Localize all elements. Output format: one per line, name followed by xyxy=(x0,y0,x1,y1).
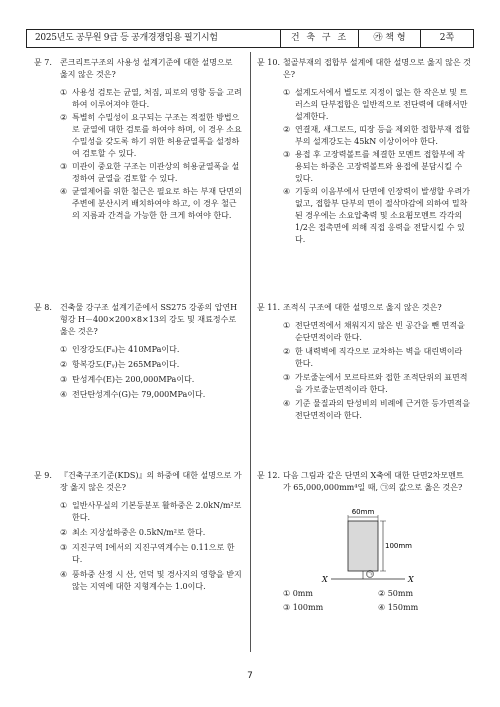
option-4[interactable] xyxy=(283,398,471,422)
question-stem: 『건축구조기준(KDS)』의 하중에 대한 설명으로 가장 옳지 않은 것은? xyxy=(60,471,242,492)
option-1[interactable] xyxy=(283,587,378,601)
option-1[interactable] xyxy=(60,344,242,356)
question-12 xyxy=(257,470,471,494)
option-text: 용접 후 고장력볼트를 체결한 모멘트 접합부에 작용되는 하중은 고장력볼트와 용접에 분담시킬 수 있다. xyxy=(295,150,465,183)
option-mark: ③ xyxy=(60,543,68,552)
page-number: 7 xyxy=(247,671,253,681)
option-mark: ③ xyxy=(60,375,68,384)
option-4[interactable] xyxy=(378,601,473,615)
option-3[interactable] xyxy=(283,149,471,185)
option-2[interactable] xyxy=(60,527,242,539)
width-dimension-label: 60mm xyxy=(351,508,375,516)
option-mark: ① xyxy=(60,345,68,354)
option-2[interactable] xyxy=(60,359,242,371)
option-text: 지진구역 Ⅰ에서의 지진구역계수는 0.11으로 한다. xyxy=(72,543,235,564)
option-text: 균열제어를 위한 철근은 필요로 하는 부재 단면의 주변에 분산시켜 배치하여야 하고, 이 경우 철근의 지름과 간격을 가능한 한 크게 하여야 한다. xyxy=(72,187,242,220)
option-mark: ④ xyxy=(60,570,68,579)
option-2[interactable] xyxy=(283,346,471,370)
option-text: 전단면적에서 채워지지 않은 빈 공간을 뺀 면적을 순단면적이라 한다. xyxy=(295,321,465,342)
rectangular-section xyxy=(348,521,378,571)
question-11 xyxy=(257,302,471,424)
option-1[interactable] xyxy=(283,320,471,344)
option-text: 가로줄눈에서 모르타르와 접한 조적단위의 표면적을 가로줄눈면적이라 한다. xyxy=(295,373,468,394)
option-3[interactable] xyxy=(283,372,471,396)
option-mark: ④ xyxy=(60,390,68,399)
option-text: 풍하중 산정 시 산, 언덕 및 경사지의 영향을 받지 않는 지역에 대한 지형계수는 1.0이다. xyxy=(72,570,242,591)
option-text: 인장강도(Fᵤ)는 410MPa이다. xyxy=(72,345,180,354)
question-number: 문 10. xyxy=(257,58,280,67)
unknown-marker-label: ㉠ xyxy=(366,571,374,579)
option-mark: ② xyxy=(60,113,68,122)
option-4[interactable] xyxy=(60,186,242,222)
option-4[interactable] xyxy=(60,389,242,401)
option-mark: ① xyxy=(60,501,68,510)
option-mark: ④ xyxy=(283,187,291,196)
page-label: 2쪽 xyxy=(439,33,455,43)
subject-label: 건 축 구 조 xyxy=(281,30,359,47)
question-number: 문 8. xyxy=(34,303,52,312)
question-stem: 조적식 구조에 대한 설명으로 옳지 않은 것은? xyxy=(283,303,442,312)
question-stem: 다음 그림과 같은 단면의 X축에 대한 단면2차모멘트가 65,000,000mm⁴일 때, ㉠의 값으로 옳은 것은? xyxy=(283,471,464,492)
question-number: 문 9. xyxy=(34,471,52,480)
option-text: 기준 물질과의 탄성비의 비례에 근거한 등가면적을 전단면적이라 한다. xyxy=(295,399,471,420)
option-3[interactable] xyxy=(283,601,378,615)
option-text: 미관이 중요한 구조는 미관상의 허용균열폭을 설정하여 균열을 검토할 수 있다. xyxy=(72,162,240,183)
option-mark: ④ xyxy=(60,187,68,196)
option-text: 150mm xyxy=(387,603,419,612)
option-mark: ② xyxy=(283,347,291,356)
question-8 xyxy=(34,302,242,404)
option-text: 연결재, 새그로드, 띠장 등을 제외한 접합부재 접합부의 설계강도는 45kN 이상이어야 한다. xyxy=(295,125,470,146)
option-3[interactable] xyxy=(60,161,242,185)
question-stem: 콘크리트구조의 사용성 설계기준에 대한 설명으로 옳지 않은 것은? xyxy=(60,58,233,79)
option-mark: ② xyxy=(283,125,291,134)
option-mark: ① xyxy=(283,589,291,598)
option-text: 100mm xyxy=(292,603,324,612)
option-mark: ③ xyxy=(283,150,291,159)
exam-header xyxy=(26,29,474,48)
exam-title: 2025년도 공무원 9급 등 공개경쟁임용 필기시험 xyxy=(27,30,281,47)
option-text: 50mm xyxy=(387,589,414,598)
option-mark: ④ xyxy=(283,399,291,408)
x-axis-label-left: X xyxy=(322,575,328,584)
option-mark: ② xyxy=(378,589,386,598)
option-text: 0mm xyxy=(292,589,313,598)
question-9 xyxy=(34,470,242,596)
option-text: 일반사무실의 기본등분포 활하중은 2.0kN/m²로 한다. xyxy=(72,501,242,522)
option-3[interactable] xyxy=(60,374,242,386)
option-text: 기둥의 이음부에서 단면에 인장력이 발생할 우려가 없고, 접합부 단부의 면이 절삭마감에 의하여 밀착된 경우에는 소요압축력 및 소요휨모멘트 각각의 1/2은 접촉면에 의해 직접 응력을 전달시킬 수 있다. xyxy=(295,187,471,244)
option-text: 사용성 검토는 균열, 처짐, 피로의 영향 등을 고려하여 이루어져야 한다. xyxy=(72,88,242,109)
option-mark: ① xyxy=(60,88,68,97)
option-mark: ① xyxy=(283,321,291,330)
question-number: 문 11. xyxy=(257,303,280,312)
option-text: 설계도서에서 별도로 지정이 없는 한 작은보 및 트러스의 단부접합은 일반적으로 전단력에 대해서만 설계한다. xyxy=(295,88,468,121)
section-figure xyxy=(319,505,419,585)
question-number: 문 12. xyxy=(257,471,280,480)
x-axis-label-right: X xyxy=(408,575,414,584)
option-2[interactable] xyxy=(60,112,242,160)
question-stem: 철골부재의 접합부 설계에 대한 설명으로 옳지 않은 것은? xyxy=(283,58,471,79)
option-mark: ④ xyxy=(378,603,386,612)
option-text: 최소 지상설하중은 0.5kN/m²로 한다. xyxy=(72,528,206,537)
option-mark: ③ xyxy=(60,162,68,171)
option-text: 한 내력벽에 직각으로 교차하는 벽을 대린벽이라 한다. xyxy=(295,347,463,368)
option-text: 탄성계수(E)는 200,000MPa이다. xyxy=(72,375,195,384)
question-7 xyxy=(34,57,242,223)
option-1[interactable] xyxy=(283,87,471,123)
booklet-type: ㉮ 책 형 xyxy=(359,30,421,47)
option-text: 전단탄성계수(G)는 79,000MPa이다. xyxy=(72,390,206,399)
option-4[interactable] xyxy=(283,186,471,246)
option-text: 특별히 수밀성이 요구되는 구조는 적절한 방법으로 균열에 대한 검토를 하여야 하며, 이 경우 소요수밀성을 갖도록 하기 위한 허용균열폭을 설정하여 검토할 수 있다. xyxy=(72,113,242,158)
column-divider xyxy=(250,52,251,652)
question-10 xyxy=(257,57,471,247)
question-stem: 건축물 강구조 설계기준에서 SS275 강종의 압연H형강 H－400×200×8×13의 강도 및 재료정수로 옳은 것은? xyxy=(60,303,238,336)
option-4[interactable] xyxy=(60,569,242,593)
option-3[interactable] xyxy=(60,542,242,566)
option-2[interactable] xyxy=(283,124,471,148)
option-mark: ③ xyxy=(283,603,291,612)
option-mark: ① xyxy=(283,88,291,97)
option-1[interactable] xyxy=(60,87,242,111)
option-1[interactable] xyxy=(60,500,242,524)
option-2[interactable] xyxy=(378,587,473,601)
option-mark: ② xyxy=(60,360,68,369)
question-12-options xyxy=(283,587,473,615)
question-number: 문 7. xyxy=(34,58,52,67)
option-text: 항복강도(Fᵧ)는 265MPa이다. xyxy=(72,360,180,369)
option-mark: ② xyxy=(60,528,68,537)
option-mark: ③ xyxy=(283,373,291,382)
height-dimension-label: 100mm xyxy=(385,542,412,550)
